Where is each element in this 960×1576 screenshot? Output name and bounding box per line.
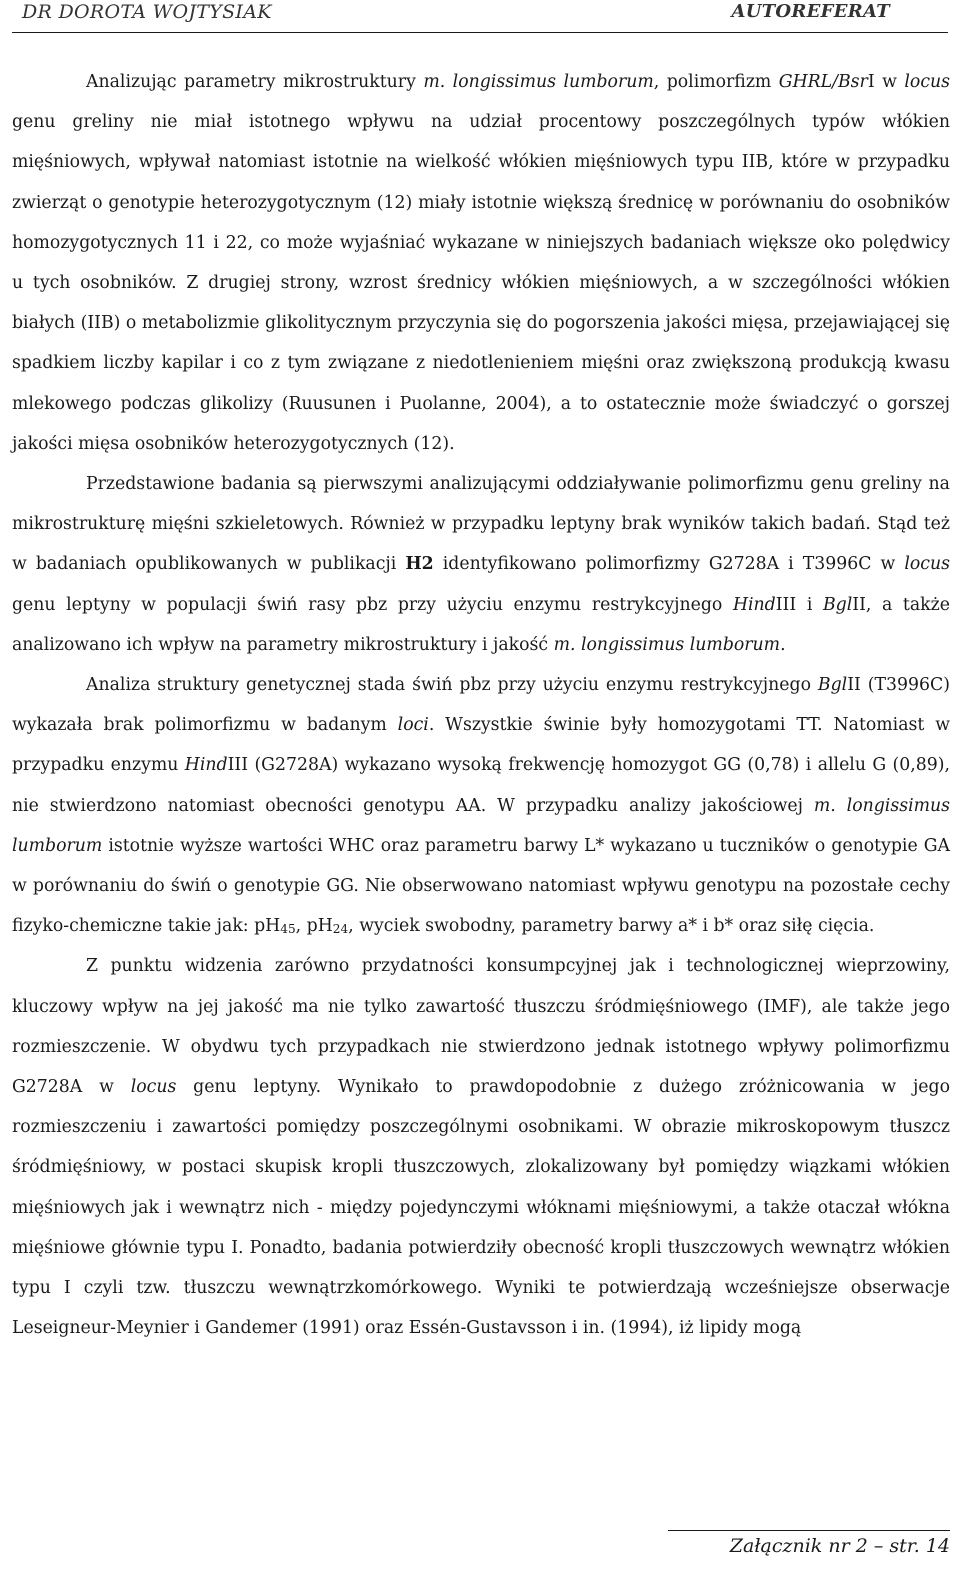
subscript: 24 bbox=[332, 922, 349, 937]
footer-page-label: Załącznik nr 2 – str. 14 bbox=[729, 1535, 950, 1557]
text-run: Z punktu widzenia zarówno przydatności konsumpcyjnej jak i technologicznej wieprzowiny, kluczowy wpływ na jej jakość ma nie tylko zawartość tłuszczu śródmięśniowego (IMF), ale także jego rozmieszczenie. W obydwu tych przypadkach nie stwierdzono jednak istotnego wpływy polimorfizmu G2728A w bbox=[12, 956, 950, 1098]
header-doc-type: AUTOREFERAT bbox=[731, 1, 890, 22]
italic-run: loci bbox=[397, 715, 429, 736]
text-run: III i bbox=[775, 594, 823, 615]
bold-run: H2 bbox=[405, 554, 434, 575]
text-run: , wyciek swobodny, parametry barwy a* i b* oraz siłę cięcia. bbox=[348, 916, 875, 937]
italic-run: m. longissimus lumborum bbox=[553, 634, 781, 655]
text-run: . bbox=[780, 634, 786, 655]
text-run: genu greliny nie miał istotnego wpływu na udział procentowy poszczególnych typów włókien mięśniowych, wpływał natomiast istotnie na wielkość włókien mięśniowych typu IIB, które w przypadku zwierząt o genotypie heterozygotycznym (12) miały istotnie większą średnicę w porównaniu do osobników homozygotycznych 11 i 22, co może wyjaśniać wykazane w niniejszych badaniach większe oko polędwicy u tych osobników. Z drugiej strony, wzrost średnicy włókien mięśniowych, a w szczególności włókien białych (IIB) o metabolizmie glikolitycznym przyczynia się do pogorszenia jakości mięsa, przejawiającej się spadkiem liczby kapilar i co z tym związane z niedotlenieniem mięśni oraz zwiększoną produkcją kwasu mlekowego podczas glikolizy (Ruusunen i Puolanne, 2004), a to ostatecznie może świadczyć o gorszej jakości mięsa osobników heterozygotycznych (12). bbox=[12, 112, 950, 454]
text-run: , polimorfizm bbox=[653, 72, 779, 92]
italic-run: Bgl bbox=[817, 675, 848, 696]
text-run: . Wszystkie świnie były homozygotami TT. Natomiast w przypadku enzymu bbox=[12, 715, 950, 776]
text-run: II, a także analizowano ich wpływ na parametry mikrostruktury i jakość bbox=[12, 594, 950, 655]
text-run: Analiza struktury genetycznej stada świń pbz przy użyciu enzymu restrykcyjnego bbox=[86, 675, 818, 696]
text-run: genu leptyny w populacji świń rasy pbz przy użyciu enzymu restrykcyjnego bbox=[12, 594, 733, 615]
text-run: genu leptyny. Wynikało to prawdopodobnie z dużego zróżnicowania w jego rozmieszczeniu i zawartości pomiędzy poszczególnymi osobnikami. W obrazie mikroskopowym tłuszcz śródmięśniowy, w postaci skupisk kropli tłuszczowych, zlokalizowany był pomiędzy wiązkami włókien mięśniowych jak i wewnątrz nich - między pojedynczymi włóknami mięśniowymi, a także otaczał włókna mięśniowe głównie typu I. Ponadto, badania potwierdziły obecność kropli tłuszczowych wewnątrz włókien typu I czyli tzw. tłuszczu wewnątrzkomórkowego. Wyniki te potwierdzają wcześniejsze obserwacje Leseigneur-Meynier i Gandemer (1991) oraz Essén-Gustavsson i in. (1994), iż lipidy mogą bbox=[12, 1077, 950, 1339]
text-run: identyfikowano polimorfizmy G2728A i T3996C w bbox=[433, 554, 905, 575]
paragraph-1 bbox=[12, 62, 950, 464]
text-run: Analizując parametry mikrostruktury bbox=[86, 72, 424, 92]
header-author: DR DOROTA WOJTYSIAK bbox=[22, 1, 272, 23]
page-header bbox=[12, 0, 948, 33]
text-run: istotnie wyższe wartości WHC oraz parametru barwy L* wykazano u tuczników o genotypie GA w porównaniu do świń o genotypie GG. Nie obserwowano natomiast wpływu genotypu na pozostałe cechy fizyko-chemiczne takie jak: pH bbox=[12, 835, 950, 937]
italic-run: locus bbox=[904, 554, 950, 575]
italic-run: m. longissimus lumborum bbox=[12, 795, 950, 856]
paragraph-4 bbox=[12, 946, 950, 1348]
italic-run: GHRL/Bsr bbox=[778, 72, 868, 92]
italic-run: locus bbox=[904, 72, 950, 92]
paragraph-2 bbox=[12, 464, 950, 665]
text-run: I w bbox=[867, 72, 905, 92]
italic-run: Hind bbox=[732, 594, 776, 615]
text-run: II (T3996C) wykazała brak polimorfizmu w badanym bbox=[12, 675, 950, 736]
paragraph-3 bbox=[12, 665, 950, 946]
italic-run: m. longissimus lumborum bbox=[423, 72, 654, 92]
text-run: III (G2728A) wykazano wysoką frekwencję homozygot GG (0,78) i allelu G (0,89), nie stwierdzono natomiast obecności genotypu AA. W przypadku analizy jakościowej bbox=[12, 755, 951, 816]
text-run: , pH bbox=[295, 916, 333, 937]
italic-run: Hind bbox=[184, 755, 228, 776]
subscript: 45 bbox=[280, 922, 296, 937]
text-run: Przedstawione badania są pierwszymi analizującymi oddziaływanie polimorfizmu genu greliny na mikrostrukturę mięśni szkieletowych. Również w przypadku leptyny brak wyników takich badań. Stąd też w badaniach opublikowanych w publikacji bbox=[12, 474, 950, 575]
italic-run: locus bbox=[130, 1077, 177, 1098]
page-footer bbox=[668, 1530, 950, 1557]
italic-run: Bgl bbox=[822, 594, 853, 615]
document-body bbox=[12, 62, 950, 1349]
